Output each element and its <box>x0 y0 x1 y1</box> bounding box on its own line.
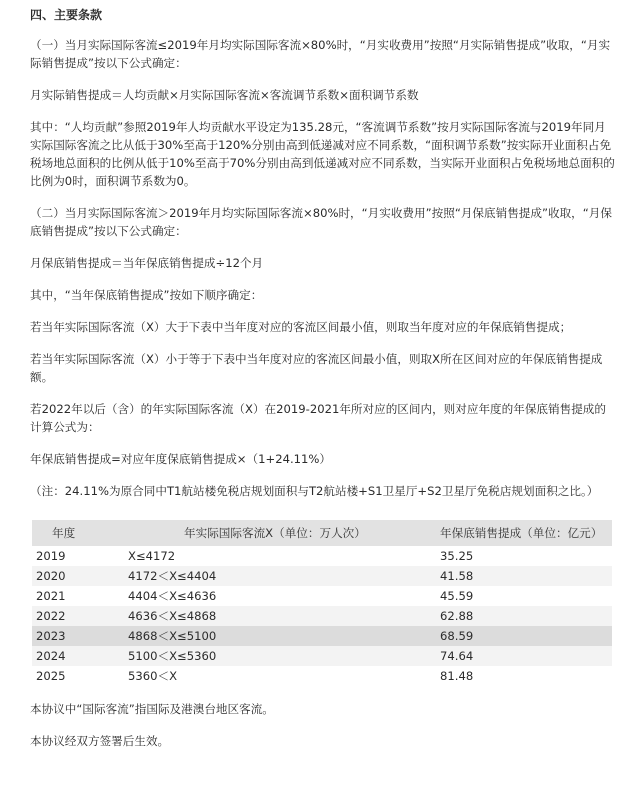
cell-year: 2021 <box>36 589 66 603</box>
table-row <box>32 666 612 686</box>
coefficient-explanation: 其中：“人均贡献”参照2019年人均贡献水平设定为135.28元，“客流调节系数”按月实际国际客流与2019年同月实际国际客流之比从低于30%至高于120%分别由高到低递减对应不同系数，“面积调节系数”按实际开业面积占免税场地总面积的比例从低于10%至高于70%分别由高到低递减对应不同系数，当实际开业面积占免税场地总面积的比例为0时，面积调节系数为0。 <box>30 120 615 188</box>
rule-after-2022: 若2022年以后（含）的年实际国际客流（X）在2019-2021年所对应的区间内，则对应年度的年保底销售提成的计算公式为： <box>30 402 606 434</box>
header-traffic: 年实际国际客流X（单位：万人次） <box>124 520 436 546</box>
cell-year: 2023 <box>32 626 124 646</box>
cell-commission: 45.59 <box>440 589 474 603</box>
cell-commission: 68.59 <box>436 626 612 646</box>
determination-order: 其中，“当年保底销售提成”按如下顺序确定： <box>30 288 263 302</box>
cell-traffic: 4404＜X≤4636 <box>128 589 217 603</box>
cell-traffic: X≤4172 <box>128 549 176 563</box>
header-year: 年度 <box>32 520 124 546</box>
note: （注：24.11%为原合同中T1航站楼免税店规划面积与T2航站楼+S1卫星厅+S2卫星厅免税店规划面积之比。） <box>30 484 599 498</box>
cell-traffic: 4172＜X≤4404 <box>124 566 436 586</box>
table-header-row <box>32 520 612 546</box>
cell-traffic: 5100＜X≤5360 <box>124 646 436 666</box>
cell-commission: 62.88 <box>436 606 612 626</box>
footer-definition: 本协议中“国际客流”指国际及港澳台地区客流。 <box>30 702 274 716</box>
table-row <box>32 626 612 646</box>
footer-effective: 本协议经双方签署后生效。 <box>30 734 170 748</box>
table-row <box>32 586 612 606</box>
cell-traffic: 4868＜X≤5100 <box>124 626 436 646</box>
section-title: 四、主要条款 <box>30 8 103 22</box>
table-row <box>32 566 612 586</box>
cell-commission: 81.48 <box>440 669 474 683</box>
table-row <box>32 646 612 666</box>
rule-greater-than: 若当年实际国际客流（X）大于下表中当年度对应的客流区间最小值，则取当年度对应的年保底销售提成； <box>30 320 572 334</box>
clause-two-intro: （二）当月实际国际客流＞2019年月均实际国际客流×80%时，“月实收费用”按照“月保底销售提成”收取，“月保底销售提成”按以下公式确定： <box>30 206 612 238</box>
cell-year: 2022 <box>32 606 124 626</box>
cell-year: 2020 <box>32 566 124 586</box>
table-row <box>32 606 612 626</box>
cell-commission: 74.64 <box>436 646 612 666</box>
cell-traffic: 4636＜X≤4868 <box>124 606 436 626</box>
guarantee-table <box>32 520 612 686</box>
actual-commission-formula: 月实际销售提成＝人均贡献×月实际国际客流×客流调节系数×面积调节系数 <box>30 88 419 102</box>
cell-year: 2024 <box>32 646 124 666</box>
annual-formula: 年保底销售提成=对应年度保底销售提成×（1+24.11%） <box>30 452 332 466</box>
guaranteed-commission-formula: 月保底销售提成＝当年保底销售提成÷12个月 <box>30 256 264 270</box>
clause-one-intro: （一）当月实际国际客流≤2019年月均实际国际客流×80%时，“月实收费用”按照“月实际销售提成”收取，“月实际销售提成”按以下公式确定： <box>30 38 611 70</box>
rule-less-or-equal: 若当年实际国际客流（X）小于等于下表中当年度对应的客流区间最小值，则取X所在区间对应的年保底销售提成额。 <box>30 352 603 384</box>
table-row <box>32 546 612 566</box>
cell-commission: 35.25 <box>440 549 474 563</box>
header-commission: 年保底销售提成（单位：亿元） <box>436 520 612 546</box>
cell-year: 2019 <box>36 549 66 563</box>
cell-traffic: 5360＜X <box>128 669 178 683</box>
cell-year: 2025 <box>36 669 66 683</box>
cell-commission: 41.58 <box>436 566 612 586</box>
